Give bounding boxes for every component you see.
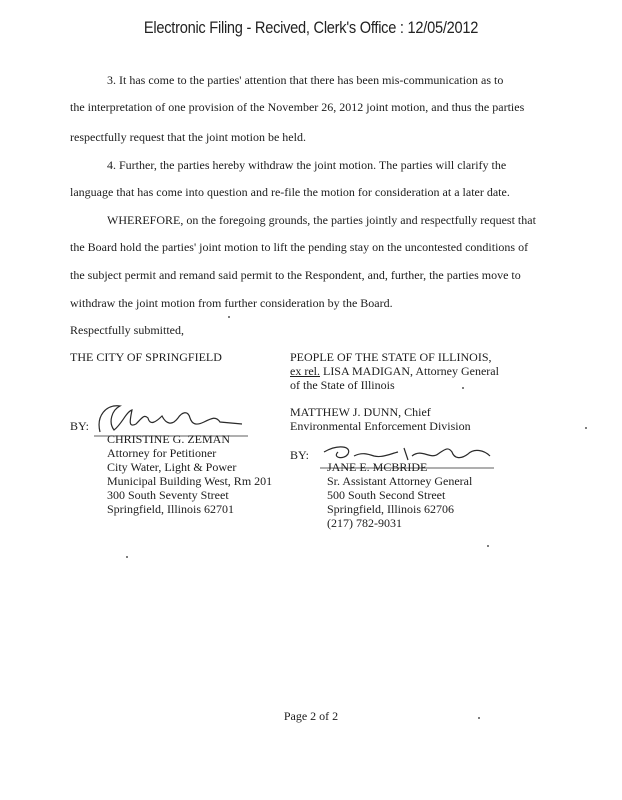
- para4-line1: 4. Further, the parties hereby withdraw the joint motion. The parties will clarify the: [107, 158, 507, 172]
- left-line-5: Springfield, Illinois 62701: [107, 502, 234, 516]
- right-party: PEOPLE OF THE STATE OF ILLINOIS,: [290, 350, 492, 364]
- para4-line2: language that has come into question and re-file the motion for consideration at a later date.: [70, 185, 510, 199]
- scan-speck: [126, 556, 128, 558]
- scan-speck: [228, 316, 230, 318]
- left-line-4: 300 South Seventy Street: [107, 488, 229, 502]
- scan-speck: [462, 387, 464, 389]
- wherefore-line1: WHEREFORE, on the foregoing grounds, the parties jointly and respectfully request that: [107, 213, 536, 227]
- filing-stamp-header: Electronic Filing - Recived, Clerk's Office : 12/05/2012: [143, 18, 479, 37]
- right-signer-name: JANE E. MCBRIDE: [327, 460, 428, 474]
- scan-speck: [487, 545, 489, 547]
- para3-line2: the interpretation of one provision of the November 26, 2012 joint motion, and thus the parties: [70, 100, 525, 114]
- right-division: Environmental Enforcement Division: [290, 419, 471, 433]
- right-chief: MATTHEW J. DUNN, Chief: [290, 405, 431, 419]
- scan-speck: [585, 427, 587, 429]
- right-by-label: BY:: [290, 448, 309, 462]
- closing-text: Respectfully submitted,: [70, 323, 184, 337]
- wherefore-line3: the subject permit and remand said permit to the Respondent, and, further, the parties move to: [70, 268, 521, 282]
- para3-line1: 3. It has come to the parties' attention that there has been mis-communication as to: [107, 73, 504, 87]
- right-line-4: (217) 782-9031: [327, 516, 402, 530]
- right-of-state: of the State of Illinois: [290, 378, 395, 392]
- wherefore-line4: withdraw the joint motion from further consideration by the Board.: [70, 296, 393, 310]
- exrel-prefix: ex rel.: [290, 364, 320, 378]
- exrel-rest: LISA MADIGAN, Attorney General: [319, 364, 499, 378]
- left-line-2: City Water, Light & Power: [107, 460, 237, 474]
- wherefore-line2: the Board hold the parties' joint motion to lift the pending stay on the uncontested conditions of: [70, 240, 529, 254]
- left-line-3: Municipal Building West, Rm 201: [107, 474, 273, 488]
- right-line-2: 500 South Second Street: [327, 488, 446, 502]
- right-line-3: Springfield, Illinois 62706: [327, 502, 454, 516]
- left-by-label: BY:: [70, 419, 89, 433]
- para3-line3: respectfully request that the joint motion be held.: [70, 130, 306, 144]
- left-line-1: Attorney for Petitioner: [107, 446, 217, 460]
- left-party: THE CITY OF SPRINGFIELD: [70, 350, 222, 364]
- page-number: Page 2 of 2: [283, 709, 339, 723]
- right-exrel: [290, 365, 499, 379]
- left-signer-name: CHRISTINE G. ZEMAN: [107, 432, 230, 446]
- right-line-1: Sr. Assistant Attorney General: [327, 474, 473, 488]
